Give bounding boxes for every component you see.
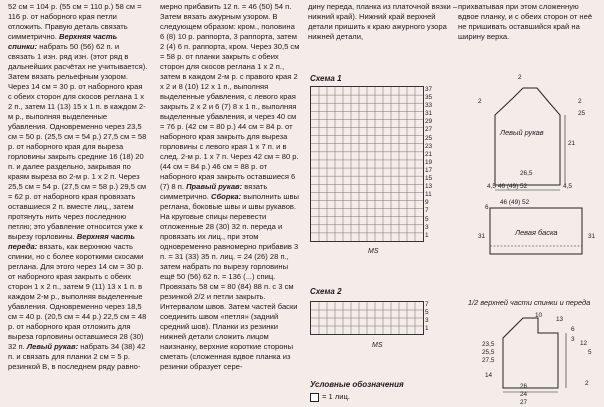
text-column-3: [308, 2, 458, 58]
grid-lines: [311, 302, 423, 334]
back-dim: 5: [588, 349, 592, 356]
back-dim: 14: [485, 372, 493, 379]
schema-1-row-numbers: [425, 86, 432, 240]
back-dim: 6: [571, 326, 575, 333]
basque-dim: 46 (49) 52: [500, 199, 530, 206]
back-dim: 12: [580, 340, 588, 347]
row-number: 5: [425, 215, 429, 223]
row-number: 11: [425, 191, 432, 199]
sleeve-dim: 2: [518, 74, 522, 81]
row-number: 31: [425, 110, 433, 118]
basque-label: Левая баска: [515, 228, 558, 237]
row-number: 5: [425, 309, 429, 316]
schema-2-ms-label: MS: [372, 342, 383, 349]
row-number: 17: [425, 166, 433, 174]
row-number: 3: [425, 317, 429, 324]
back-dim: 24: [520, 391, 528, 398]
back-dim: 23,5: [482, 341, 495, 348]
paragraph-text: прихватывая при этом сложенную вдвое планку, и с обеих сторон от неё не пришивать оставшийся край на ширину верха.: [458, 2, 593, 41]
back-dim: 26: [520, 383, 528, 390]
row-number: 19: [425, 158, 433, 166]
row-number: 21: [425, 150, 433, 158]
back-dim: 10: [535, 312, 543, 319]
paragraph-text: мерно прибавить 12 п. = 46 (50) 54 п. Затем вязать ажурным узором. В следующем образом: кром., половина 6 (8) 10 р. раппорта, 3 раппорта, затем 2 (4) 6 п. раппорта, кром. Через 30,5 см = 58 р. от планки закрыть с обеих сторон для скосов реглана 1 х 2 п., затем в каждом 2-м р. с правого края 2 х 2 и 8 (10) 12 х 1 п., выполняя выделенные убавления, с левого края закрыть 2 х 2 и 6 (7) 8 х 1 п., выполняя выделенные убавления, и через 40 см = 76 р. (42 см = 80 р.) 44 см = 84 р. от наборного края закрыть для выреза горловины с левого края 1 х 7 п. и в след. 2-м р. 1 х 7 п. Через 42 см = 80 р. (44 см = 84 р.) 46 см = 88 р. от наборного края закрыть оставшиеся 6 (7) 8 п.: [160, 2, 300, 191]
row-number: 29: [425, 118, 433, 126]
text-column-4: [458, 2, 598, 58]
schema-1-grid: [310, 86, 424, 242]
sleeve-dim: 2: [578, 98, 582, 105]
row-number: 37: [425, 86, 433, 93]
sleeve-dim: 46 (49) 52: [498, 183, 528, 190]
row-number: 27: [425, 126, 433, 134]
section-heading: Правый рукав:: [186, 182, 245, 191]
back-dim: 2: [585, 380, 589, 387]
section-heading: Левый рукав:: [26, 342, 81, 351]
sleeve-dim: 21: [568, 140, 576, 147]
sleeve-dim: 26,5: [520, 170, 533, 177]
row-number: 35: [425, 94, 433, 102]
basque-dim: 6: [485, 204, 489, 211]
basque-dim: 31: [588, 233, 596, 240]
row-number: 7: [425, 301, 429, 308]
schema-1-ms-label: MS: [368, 248, 379, 255]
legend-item: = 1 лиц.: [322, 392, 351, 401]
row-number: 15: [425, 175, 433, 183]
row-number: 1: [425, 325, 429, 332]
sleeve-dim: 4,5: [563, 183, 572, 190]
row-number: 3: [425, 223, 429, 231]
paragraph-text: набрать 34 (38) 42 п. и связать для планки 2 см = 5 р. резинкой В, в последнем ряду равно-: [8, 342, 146, 371]
text-column-1: [8, 2, 148, 406]
back-dim: 27: [520, 399, 528, 406]
row-number: 25: [425, 134, 433, 142]
row-number: 13: [425, 183, 433, 191]
row-number: 7: [425, 207, 429, 215]
sleeve-dim: 2: [478, 98, 482, 105]
paragraph-text: вязать симметрично.: [160, 182, 268, 201]
paragraph-text: выполнить швы реглана, боковые швы и швы рукавов. На круговые спицы перевести отложенные 28 (30) 32 п. переда и провязать их лиц., при этом одновременно равномерно прибавив 3 п. = 31 (33) 35 п. лиц. = 24 (26) 28 п., затем набрать по вырезу горловины ещё 50 (56) 62 п. = 136 (...) спиц. Провязать 58 см = 80 (84) 88 п. с 3 см резинкой 2/2 и петли закрыть. Интервалом швов. Затем частей баски соединить швом «петля» (задний средний шов). Планки из резинки нижней детали сложить лицом наизнанку, верхние короткие стороны сметать (сложенная вдвое планка из резинки образует сере-: [160, 192, 299, 371]
row-number: 9: [425, 199, 429, 207]
back-dim: 27,5: [482, 357, 495, 364]
grid-lines: [311, 87, 423, 241]
paragraph-text: дину переда, планка из платочной вязки – нижний край). Нижний край верхней детали пришить к краю ажурного узора нижней детали,: [308, 2, 458, 41]
schema-2-grid: [310, 301, 424, 335]
back-dim: 13: [556, 316, 564, 323]
knit-symbol-icon: [310, 393, 319, 402]
paragraph-text: 52 см = 104 р. (55 см = 110 р.) 58 см = 116 р. от наборного края петли отложить. Правую деталь связать симметрично.: [8, 2, 142, 41]
paragraph-text: вязать, как верхнюю часть спинки, но с более короткими скосами реглана. Для этого через 14 см = 30 р. от наборного края закрыть с обеих сторон 1 х 2 п., затем 9 (11) 13 х 1 п. в каждом 2-м р., выполняя выделенные убавления. Одновременно через 18,5 см = 40 р. (20,5 см = 44 р.) 22,5 см = 48 р. от наборного края отложить для выреза горловины оставшиеся 28 (30) 32 п.: [8, 242, 147, 351]
sleeve-label: Левый рукав: [500, 128, 544, 137]
back-dim: 3: [571, 336, 575, 343]
schema-1-title: Схема 1: [310, 74, 342, 83]
row-number: 1: [425, 231, 429, 239]
back-dim: 25,5: [482, 349, 495, 356]
section-heading: Верхняя часть спинки:: [8, 32, 118, 51]
row-number: 33: [425, 102, 433, 110]
text-column-2: [160, 2, 300, 406]
row-number: 23: [425, 142, 433, 150]
sleeve-dim: 4,5: [487, 183, 496, 190]
legend-title: Условные обозначения: [310, 380, 404, 389]
paragraph-text: набрать 50 (56) 62 п. и связать 1 изн. ряд изн. (этот ряд в дальнейших расчётах не учитывается). Затем вязать рельефным узором. Через 14 см = 30 р. от наборного края с обеих сторон для скосов реглана 1 х 2 п., затем 11 (13) 15 х 1 п. в каждом 2-м р., выполняя выделенные убавления. Одновременно через 23,5 см = 50 р. (25,5 см = 54 р.) 27,5 см = 58 р. от наборного края для выреза горловины закрыть средние 16 (18) 20 п. и далее раздельно, закрывая по краям выреза во 2-м р. 1 х 2 п. Через 25,5 см = 54 р. (27,5 см = 58 р.) 29,5 см = 62 р. от наборного края провязать оставшиеся 2 п. вместе лиц., затем протянуть нить через последнюю петлю; это убавление относится уже к вырезу горловины.: [8, 42, 148, 241]
section-heading: Сборка:: [211, 192, 244, 201]
section-heading: Верхняя часть переда:: [8, 232, 135, 251]
schema-2-title: Схема 2: [310, 287, 342, 296]
schema-2-row-numbers: [425, 301, 429, 333]
back-half-diagram: [478, 308, 598, 398]
sleeve-dim: 25: [578, 110, 586, 117]
back-caption: 1/2 верхней части спинки и переда: [468, 298, 591, 307]
basque-dim: 31: [478, 233, 486, 240]
